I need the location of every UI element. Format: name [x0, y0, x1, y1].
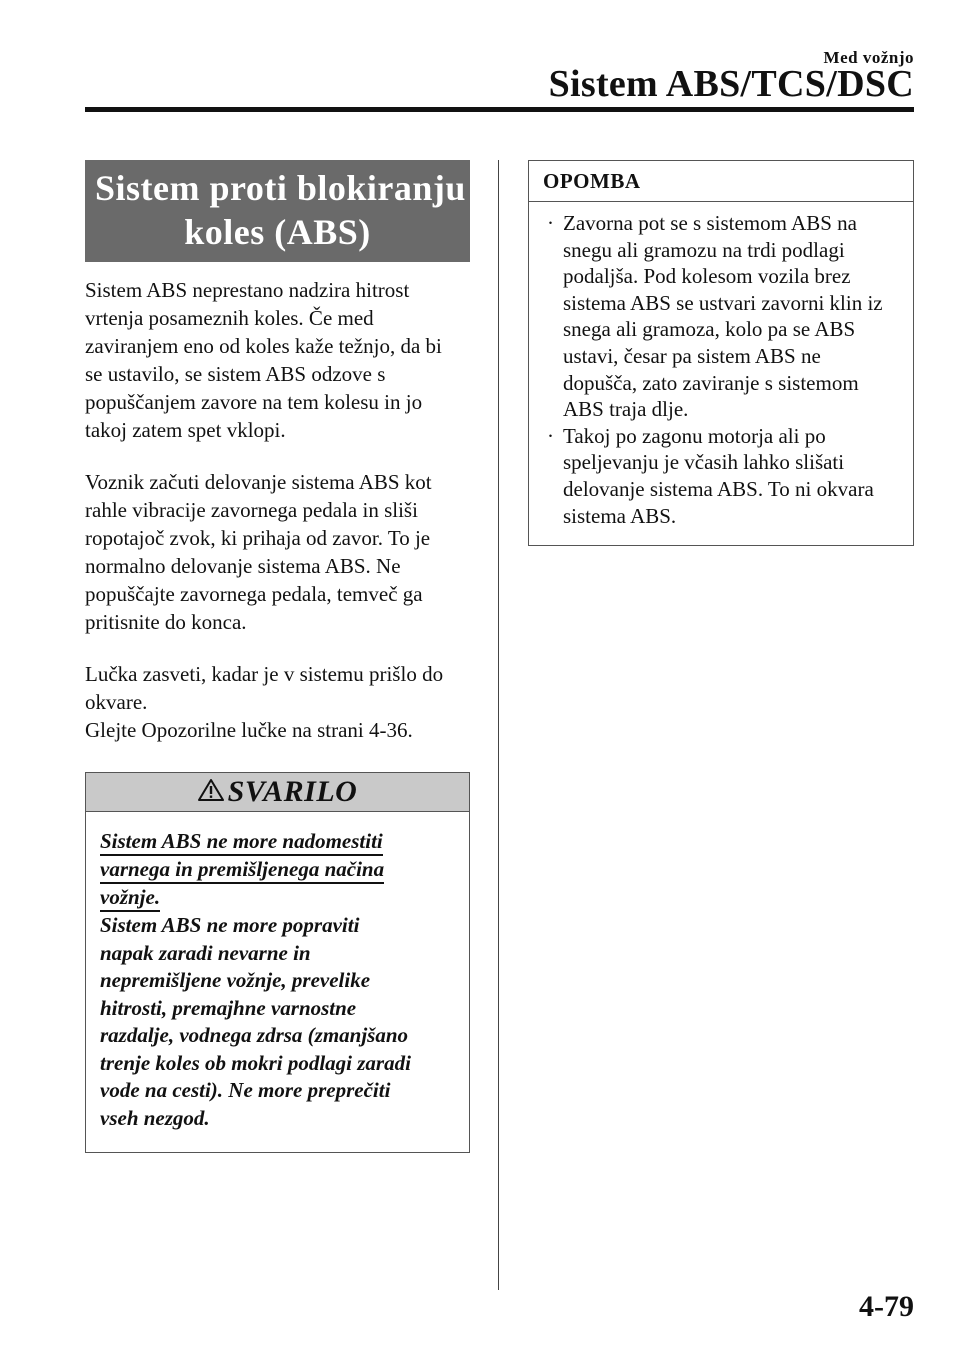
text-line: takoj zatem spet vklopi. [85, 418, 286, 442]
text-line: speljevanju je včasih lahko slišati [563, 450, 845, 475]
bullet-icon: · [547, 423, 554, 448]
warning-body [86, 812, 469, 1152]
text-line: popuščajte zavornega pedala, temveč ga [85, 582, 423, 606]
text-line: Zavorna pot se s sistemom ABS na [563, 211, 857, 235]
note-box [528, 160, 914, 546]
body-paragraph [85, 468, 470, 636]
text-line: dopušča, zato zaviranje s sistemom [563, 370, 859, 395]
warning-underlined-line: Sistem ABS ne more nadomestiti [100, 828, 455, 856]
text-line: sistema ABS. [563, 503, 677, 528]
text-line: snega ali gramoza, kolo pa se ABS [563, 317, 856, 342]
text-line: ropotajoč zvok, ki prihaja od zavor. To je [85, 526, 431, 550]
text-line: se ustavilo, se sistem ABS odzove s [85, 362, 386, 386]
text-line: Lučka zasveti, kadar je v sistemu prišlo do [85, 662, 444, 686]
text-line: delovanje sistema ABS. To ni okvara [563, 476, 874, 501]
warning-text-line: vseh nezgod. [100, 1105, 210, 1130]
text-line: snegu ali gramozu na trdi podlagi [563, 237, 845, 262]
text-line: Takoj po zagonu motorja ali po [563, 423, 826, 448]
text-line: Sistem ABS neprestano nadzira hitrost [85, 278, 410, 302]
text-line: normalno delovanje sistema ABS. Ne [85, 554, 401, 578]
note-item-text [563, 423, 897, 529]
note-item [547, 210, 897, 423]
body-paragraph [85, 660, 470, 744]
warning-triangle-icon [198, 778, 224, 807]
text-line: zaviranjem eno od koles kaže težnjo, da bi [85, 334, 442, 358]
text-line: sistema ABS se ustvari zavorni klin iz [563, 290, 883, 315]
warning-text-line: razdalje, vodnega zdrsa (zmanjšano [100, 1023, 409, 1047]
warning-text-line: hitrosti, premajhne varnostne [100, 995, 357, 1020]
text-line: ABS traja dlje. [563, 397, 689, 422]
page-reference-link[interactable]: Glejte Opozorilne lučke na strani 4-36. [85, 718, 413, 742]
text-line: pritisnite do konca. [85, 610, 247, 634]
text-line: ustavi, česar pa sistem ABS ne [563, 343, 821, 368]
warning-title: SVARILO [227, 775, 358, 808]
warning-underlined-line: vožnje. [100, 884, 455, 912]
warning-text-line: vode na cesti). Ne more preprečiti [100, 1078, 391, 1102]
header-rule [85, 107, 914, 112]
text-line: okvare. [85, 690, 148, 714]
text-line: rahle vibracije zavornega pedala in sliši [85, 498, 418, 522]
warning-text-line: Sistem ABS ne more popraviti [100, 913, 360, 937]
warning-box [85, 772, 470, 1153]
page-title: Sistem ABS/TCS/DSC [548, 63, 914, 105]
page-number: 4-79 [859, 1290, 914, 1323]
note-item [547, 423, 897, 529]
text-line: podaljša. Pod kolesom vozila brez [563, 264, 851, 289]
warning-underlined-line: varnega in premišljenega načina [100, 856, 455, 884]
section-heading-line: koles (ABS) [184, 212, 371, 252]
text-line: Voznik začuti delovanje sistema ABS kot [85, 470, 432, 494]
warning-text-line: nepremišljene vožnje, prevelike [100, 968, 371, 992]
body-paragraph [85, 276, 470, 444]
column-divider [498, 160, 499, 1290]
warning-text-line: napak zaradi nevarne in [100, 940, 311, 965]
right-column [528, 160, 914, 546]
bullet-icon: · [547, 211, 554, 235]
left-column [85, 160, 470, 1153]
note-title: OPOMBA [529, 161, 913, 202]
section-heading-line: Sistem proti blokiranju [95, 168, 466, 208]
warning-header [86, 773, 469, 812]
section-heading [85, 160, 470, 262]
text-line: vrtenja posameznih koles. Če med [85, 306, 374, 330]
section-label: Med vožnjo [823, 48, 914, 67]
text-line: popuščanjem zavore na tem kolesu in jo [85, 390, 423, 414]
warning-text-line: trenje koles ob mokri podlagi zaradi [100, 1050, 411, 1075]
note-item-text [563, 210, 897, 423]
note-body [529, 202, 913, 545]
